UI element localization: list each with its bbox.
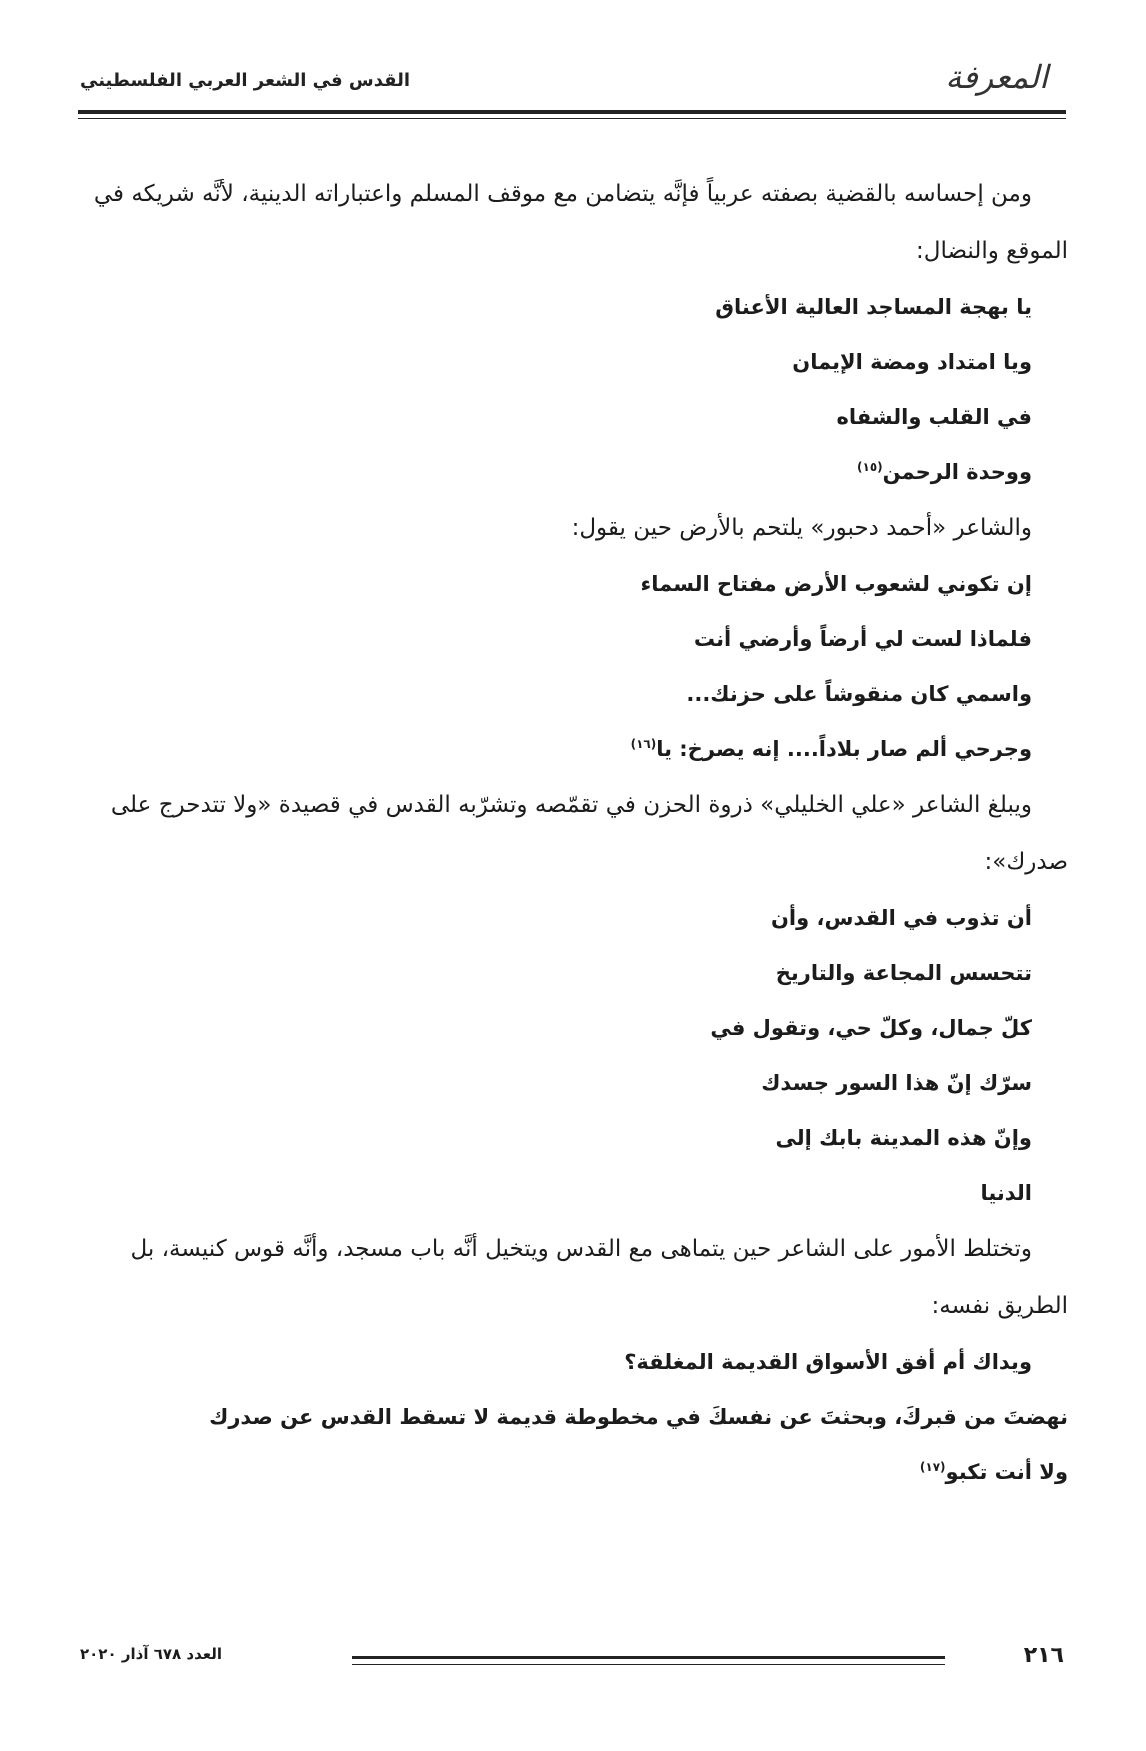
article-body <box>78 166 1068 1500</box>
verse-text: وجرحي ألم صار بلاداً.... إنه يصرخ: يا <box>656 737 1032 761</box>
verse-line <box>78 445 1068 500</box>
running-title: القدس في الشعر العربي الفلسطيني <box>80 70 411 91</box>
prose-paragraph: والشاعر «أحمد دحبور» يلتحم بالأرض حين يقول: <box>571 515 1032 541</box>
verse-line: الدنيا <box>980 1181 1032 1205</box>
prose-paragraph: وتختلط الأمور على الشاعر حين يتماهى مع القدس ويتخيل أنَّه باب مسجد، وأنَّه قوس كنيسة، بل الطريق نفسه: <box>130 1236 1068 1319</box>
verse-line: تتحسس المجاعة والتاريخ <box>775 961 1032 985</box>
verse-line: أن تذوب في القدس، وأن <box>771 906 1032 930</box>
verse-line <box>78 722 1068 777</box>
footer-rule-thin <box>352 1664 945 1665</box>
verse-text: ولا أنت تكبو <box>945 1460 1068 1484</box>
prose-paragraph: ويبلغ الشاعر «علي الخليلي» ذروة الحزن في تقمّصه وتشرّبه القدس في قصيدة «ولا تتدحرج على صدرك»: <box>110 792 1068 875</box>
header-rule-thick <box>78 110 1066 114</box>
verse-line: نهضتَ من قبركَ، وبحثتَ عن نفسكَ في مخطوطة قديمة لا تسقط القدس عن صدرك <box>209 1405 1068 1429</box>
footnote-marker: (١٦) <box>630 737 657 751</box>
verse-line: يا بهجة المساجد العالية الأعناق <box>715 295 1032 319</box>
poem-excerpt <box>78 891 1068 1221</box>
issue-info: العدد ٦٧٨ آذار ٢٠٢٠ <box>80 1645 222 1663</box>
journal-logo: المعرفة <box>945 58 1048 96</box>
verse-line: ويا امتداد ومضة الإيمان <box>792 350 1032 374</box>
footnote-marker: (١٧) <box>919 1460 946 1474</box>
verse-line: إن تكوني لشعوب الأرض مفتاح السماء <box>640 572 1032 596</box>
page-number: ٢١٦ <box>1023 1643 1064 1668</box>
verse-line: فلماذا لست لي أرضاً وأرضي أنت <box>693 627 1032 651</box>
footnote-marker: (١٥) <box>857 460 883 474</box>
verse-line: في القلب والشفاه <box>836 405 1032 429</box>
verse-line: واسمي كان منقوشاً على حزنك... <box>686 682 1032 706</box>
footer-rule-thick <box>352 1656 945 1659</box>
verse-line: سرّك إنّ هذا السور جسدك <box>761 1071 1032 1095</box>
verse-text: ووحدة الرحمن <box>882 460 1032 484</box>
verse-line: وإنّ هذه المدينة بابك إلى <box>775 1126 1032 1150</box>
verse-line: كلّ جمال، وكلّ حي، وتقول في <box>710 1016 1032 1040</box>
verse-line: ويداك أم أفق الأسواق القديمة المغلقة؟ <box>624 1350 1032 1374</box>
prose-paragraph: ومن إحساسه بالقضية بصفته عربياً فإنَّه يتضامن مع موقف المسلم واعتباراته الدينية، لأنَّه شريكه في الموقع والنضال: <box>93 181 1068 264</box>
poem-excerpt <box>78 557 1068 777</box>
verse-line <box>78 1445 1068 1500</box>
poem-excerpt <box>78 280 1068 500</box>
poem-excerpt <box>78 1335 1068 1500</box>
header-rule-thin <box>78 118 1066 119</box>
